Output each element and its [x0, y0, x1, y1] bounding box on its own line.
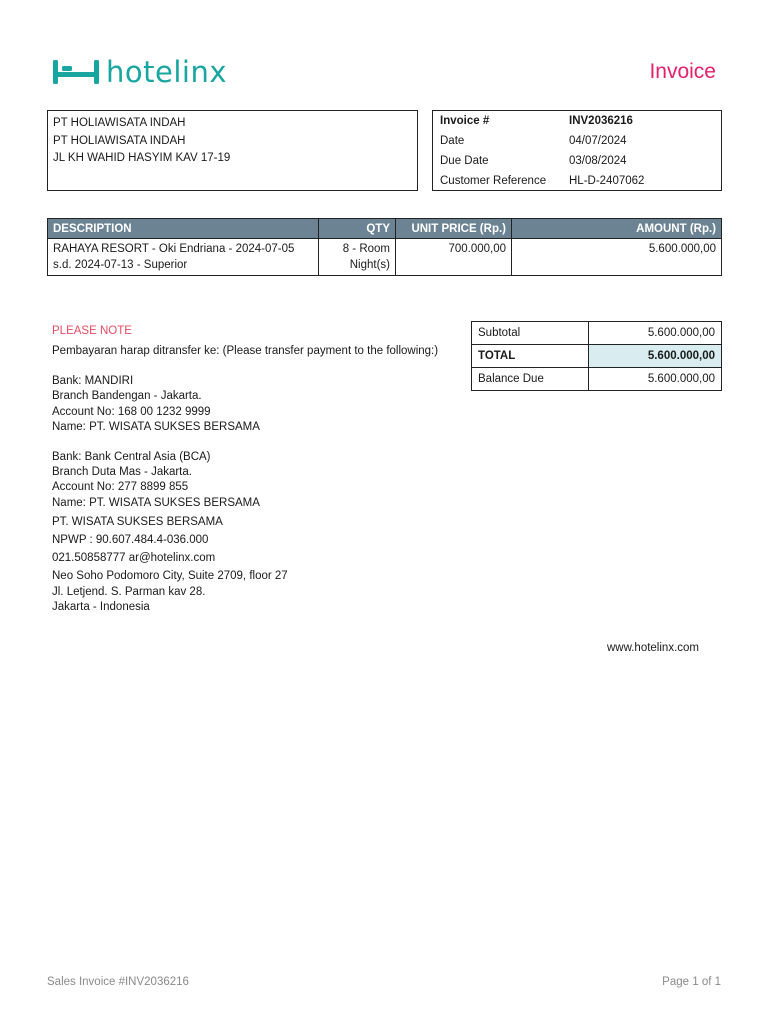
bank-line: Account No: 168 00 1232 9999 — [52, 405, 211, 418]
brand-logo — [52, 56, 227, 88]
address-line: PT HOLIAWISATA INDAH — [53, 134, 186, 147]
item-unit-price: 700.000,00 — [396, 239, 512, 276]
address-line: Jakarta - Indonesia — [52, 600, 150, 613]
invoice-number-row — [433, 111, 721, 131]
bank-line: Name: PT. WISATA SUKSES BERSAMA — [52, 420, 260, 433]
balance-due-row — [472, 368, 722, 391]
address-line: Jl. Letjend. S. Parman kav 28. — [52, 585, 206, 598]
column-header-description: DESCRIPTION — [48, 219, 319, 239]
meta-value: 03/08/2024 — [569, 155, 627, 167]
bed-icon — [52, 58, 100, 86]
brand-name: hotelinx — [106, 55, 227, 89]
website-link[interactable]: www.hotelinx.com — [606, 642, 699, 654]
column-header-amount: AMOUNT (Rp.) — [512, 219, 722, 239]
bank-line: Branch Bandengan - Jakarta. — [52, 390, 202, 403]
customer-reference-row — [433, 171, 721, 191]
balance-due-label: Balance Due — [472, 368, 589, 391]
note-intro: Pembayaran harap ditransfer ke: (Please transfer payment to the following:) — [52, 345, 439, 357]
company-address — [52, 569, 452, 615]
due-date-row — [433, 151, 721, 171]
totals-table — [471, 321, 722, 391]
address-line: JL KH WAHID HASYIM KAV 17-19 — [53, 152, 231, 164]
qty-line: Night(s) — [349, 259, 390, 271]
meta-value: INV2036216 — [569, 115, 633, 127]
total-value: 5.600.000,00 — [589, 345, 722, 368]
column-header-qty: QTY — [319, 219, 396, 239]
bank-line: Bank: Bank Central Asia (BCA) — [52, 451, 211, 464]
subtotal-value: 5.600.000,00 — [589, 322, 722, 345]
bank-mandiri — [52, 374, 452, 435]
total-label: TOTAL — [472, 345, 589, 368]
meta-label: Invoice # — [440, 115, 490, 127]
table-header-row — [48, 219, 722, 239]
meta-label: Due Date — [440, 155, 489, 167]
item-qty — [319, 239, 396, 276]
address-line: PT HOLIAWISATA INDAH — [53, 117, 186, 129]
note-title: PLEASE NOTE — [52, 325, 132, 337]
meta-value: 04/07/2024 — [569, 135, 627, 147]
line-items-table — [47, 218, 722, 276]
meta-value: HL-D-2407062 — [569, 175, 645, 187]
table-row — [48, 239, 722, 276]
description-line: s.d. 2024-07-13 - Superior — [53, 259, 188, 271]
column-header-unit-price: UNIT PRICE (Rp.) — [396, 219, 512, 239]
subtotal-label: Subtotal — [472, 322, 589, 345]
bank-line: Branch Duta Mas - Jakarta. — [52, 466, 192, 479]
bank-line: Name: PT. WISATA SUKSES BERSAMA — [52, 496, 260, 509]
description-line: RAHAYA RESORT - Oki Endriana - 2024-07-05 — [53, 243, 295, 255]
subtotal-row — [472, 322, 722, 345]
qty-line: 8 - Room — [342, 243, 390, 255]
footer-page-number: Page 1 of 1 — [662, 976, 721, 988]
contact-info: 021.50858777 ar@hotelinx.com — [52, 552, 216, 565]
balance-due-value: 5.600.000,00 — [589, 368, 722, 391]
payment-note — [52, 323, 452, 615]
meta-label: Customer Reference — [440, 175, 547, 187]
bank-bca — [52, 450, 452, 511]
address-line: Neo Soho Podomoro City, Suite 2709, floor 27 — [52, 570, 288, 583]
invoice-meta — [432, 110, 722, 191]
footer-invoice-ref: Sales Invoice #INV2036216 — [47, 976, 189, 988]
total-row — [472, 345, 722, 368]
bank-line: Account No: 277 8899 855 — [52, 481, 189, 494]
meta-label: Date — [440, 135, 465, 147]
invoice-date-row — [433, 131, 721, 151]
company-name: PT. WISATA SUKSES BERSAMA — [52, 515, 223, 528]
item-description — [48, 239, 319, 276]
item-amount: 5.600.000,00 — [512, 239, 722, 276]
bank-line: Bank: MANDIRI — [52, 375, 134, 388]
bill-to-address — [47, 110, 418, 191]
document-title: Invoice — [649, 60, 716, 83]
npwp: NPWP : 90.607.484.4-036.000 — [52, 534, 209, 547]
